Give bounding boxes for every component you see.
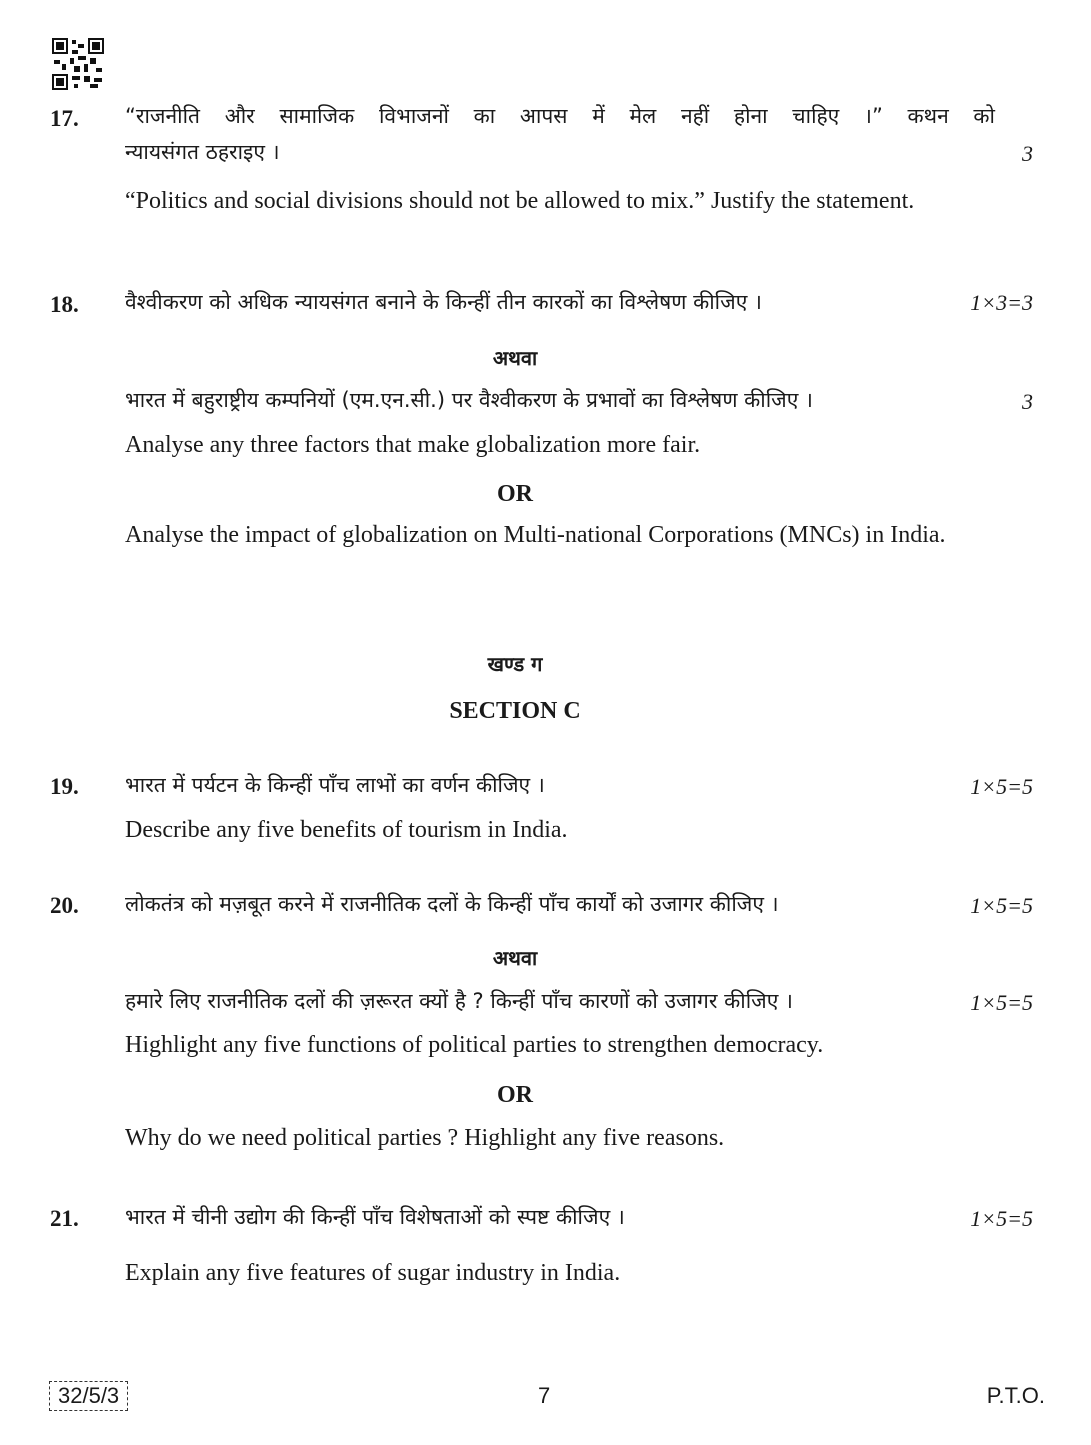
section-heading-english: SECTION C — [449, 698, 581, 724]
paper-code: 32/5/3 — [49, 1381, 128, 1411]
question-hindi-line: “राजनीति और सामाजिक विभाजनों का आपस में मेल नहीं होना चाहिए ।” कथन को — [125, 104, 995, 128]
alternative-question-marks: 1×5=5 — [970, 990, 1033, 1015]
question-marks: 1×5=5 — [970, 1206, 1033, 1231]
question-english: Describe any five benefits of tourism in India. — [125, 817, 568, 843]
question-hindi: लोकतंत्र को मज़बूत करने में राजनीतिक दलों के किन्हीं पाँच कार्यों को उजागर कीजिए । — [125, 892, 779, 916]
or-english: OR — [497, 481, 533, 507]
page-number: 7 — [538, 1383, 551, 1408]
or-english: OR — [497, 1082, 533, 1108]
question-number: 19. — [50, 774, 79, 799]
section-heading-hindi: खण्ड ग — [487, 652, 543, 676]
question-english: Analyse any three factors that make globalization more fair. — [125, 432, 701, 458]
question-hindi-line: न्यायसंगत ठहराइए । — [125, 140, 280, 164]
pto-label: P.T.O. — [986, 1383, 1045, 1408]
question-marks: 3 — [1022, 141, 1033, 166]
qr-code-icon — [52, 38, 104, 90]
question-marks: 1×3=3 — [970, 290, 1033, 315]
question-english: “Politics and social divisions should not be allowed to mix.” Justify the statement. — [125, 188, 915, 214]
question-number: 17. — [50, 106, 79, 131]
question-hindi: वैश्वीकरण को अधिक न्यायसंगत बनाने के किन्हीं तीन कारकों का विश्लेषण कीजिए । — [125, 290, 762, 314]
alternative-question-hindi: भारत में बहुराष्ट्रीय कम्पनियों (एम.एन.सी.) पर वैश्वीकरण के प्रभावों का विश्लेषण कीजिए । — [125, 388, 814, 412]
question-number: 20. — [50, 893, 79, 918]
question-hindi: भारत में पर्यटन के किन्हीं पाँच लाभों का वर्णन कीजिए । — [125, 773, 545, 797]
question-hindi — [125, 98, 995, 170]
alternative-question-english: Why do we need political parties ? Highlight any five reasons. — [125, 1125, 725, 1151]
alternative-question-marks: 3 — [1022, 389, 1033, 414]
alternative-question-english: Analyse the impact of globalization on Multi-national Corporations (MNCs) in India. — [125, 522, 946, 548]
question-number: 21. — [50, 1206, 79, 1231]
question-english: Highlight any five functions of political parties to strengthen democracy. — [125, 1032, 824, 1058]
question-english: Explain any five features of sugar industry in India. — [125, 1260, 621, 1286]
question-marks: 1×5=5 — [970, 774, 1033, 799]
or-hindi: अथवा — [492, 946, 538, 970]
question-number: 18. — [50, 292, 79, 317]
question-hindi: भारत में चीनी उद्योग की किन्हीं पाँच विशेषताओं को स्पष्ट कीजिए । — [125, 1205, 625, 1229]
or-hindi: अथवा — [492, 346, 538, 370]
alternative-question-hindi: हमारे लिए राजनीतिक दलों की ज़रूरत क्यों है ? किन्हीं पाँच कारणों को उजागर कीजिए । — [125, 989, 793, 1013]
question-marks: 1×5=5 — [970, 893, 1033, 918]
